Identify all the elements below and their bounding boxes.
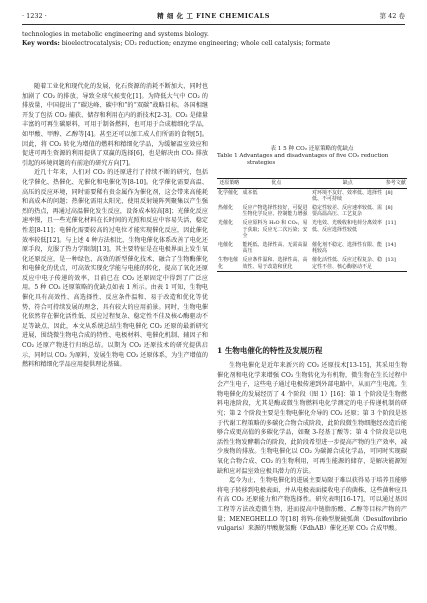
table-cell: [13]: [385, 256, 407, 272]
table-header-cell: 缺点: [311, 179, 385, 189]
page-number: · 1232 ·: [22, 12, 47, 20]
keywords-text: bioelectrocatalysis; CO₂ reduction; enzyme engineering; whole cell catalysis; formate: [61, 40, 331, 47]
section-paragraph-1: 生物电催化是近年来新兴的 CO₂ 还原技术[13-15]，其采用生物催化剂和电化学来增强 CO₂ 生物转化为有机物，微生物在生长过程中会产生电子，这些电子通过电极传递到外部电路中，从而产生电流。生物电催化的发展经历了 4 个阶段（图 1）[16]：第 1 个阶段是生物燃料电池阶段，尤其是酶或微生物燃料电化学测定的电子传递机制的研究；第 2 个阶段主要是生物电催化介导的 CO₂ 还原；第 3 个阶段是基于代谢工程策略的多碳化合物合成阶段，此阶段微生物细胞经改造后能够合成更高值的多碳化学品，如聚 3-羟基丁酸等；第 4 个阶段是以电活性生物发酵耦合的阶段，此阶段希望进一步提高产物的生产效率，减少废物的排放。生物电催化以 CO₂ 为碳源合成化学品，可同时实现碳氧化合物合成、CO₂ 的生物利用，可再生能源的储存，是解决能源短缺和应对温室效应极具潜力的方法。: [217, 362, 407, 475]
table-cell: 催化剂不稳定、选择性有限、能耗较高: [311, 241, 382, 255]
table-header-cell: 还原策略: [217, 179, 242, 189]
table-cell: [8]: [385, 189, 393, 196]
strategy-table: [217, 178, 407, 272]
intro-paragraph-2: 近几十年来，人们对 CO₂ 的还原进行了持续不断的研究，包括化学催化、热催化、光催化和电催化等[8-10]。化学催化需要高温、高压的反应环境，同时需要稀有贵金属作为催化剂，这会带来高能耗和高成本的问题；热催化需用太阳光，使用反射镜阵列聚集以产生强烈的热点，再通过高温催化发生反应，设备成本较高[8]；光催化反应速率慢，且一些光催化材料在长时间的光照和反应中容易失活，稳定性差[8-11]；电催化需要较高的过电位才能实现催化反应，因此催化效率较低[12]。与上述 4 种方法相比，生物电催化体系改善了电化还原手段，克服了热力学限制[13]，其主要特征是在电极界面上发生氧化还原反应，是一种绿色、高效的新型催化技术，融合了生物酶催化和电催化的优点，可高效实现化学能与电能的转化，提高了氧化还原反应中电子传递的效率，目前已在 CO₂ 还原固定中得到了广泛应用。5 种 CO₂ 还原策略的优缺点如表 1 所示。由表 1 可知，生物电催化具有高效性、高选择性、反应条件温和、易于改造和优化等优势，符合可持续发展的理念，具有较大的应用前景。同时，生物电催化依然存在催化活性低、反应过程复杂、稳定性不佳及核心酶驱动不足等缺点，因此，本文从系统总结生物电催化 CO₂ 还原的最新研究进展，围绕微生物电合成的特性、电极材料、电催化机制、辅因子和 CO₂ 还原产物进行归纳总结。以期为 CO₂ 还原技术的研究提供启示，同时以 CO₂ 为原料，发展生物电 CO₂ 还原体系，为生产增值的燃料和精细化学品应用提供理论基础。: [22, 169, 208, 369]
table-cell: 对环境不友好、效率低、选择性低、不可持续: [311, 189, 382, 203]
table-cell: [14]: [385, 241, 396, 248]
table-header-row: [217, 179, 407, 189]
header-rule: [22, 24, 405, 25]
table-row: [217, 204, 407, 219]
left-column: [22, 82, 208, 370]
table-cell: 稳定性较差、反应速率较低、需要高温高压、工艺复杂: [311, 204, 382, 218]
table-row: [217, 256, 407, 272]
table-caption: [217, 146, 407, 167]
abstract-tail: technologies in metabolic engineering and systems biology.: [22, 31, 209, 38]
table-header-cell: 参考文献: [385, 179, 407, 189]
table-cell: 电催化: [218, 241, 234, 248]
table-cell: 成本低: [242, 189, 258, 196]
section-heading: 1 生物电催化的特性及发展历程: [217, 346, 323, 355]
table-cell: 能耗低、选择性高、无需高温高压: [242, 241, 308, 255]
section-paragraph-2: 迄今为止，生物电催化的进展主要局限于难以获得易于培养且能够将电子转移到电极表面，并从电极表面接收电子的菌株，这些菌种应具有高 CO₂ 还原能力和产物选择性。研究表明[16-17]，可以通过基因工程等方法改造微生物，进而提高中链脂肪酸、乙醇等目标产物的产量；MENEGHELLO 等[18] 将钨-依赖型脱硫弧菌（Desulfovibrio vulgaris）来源的甲酸脱氢酶（FdhAB）催化还原 CO₂ 合成甲酸。: [217, 477, 407, 533]
volume-label: 第 42 卷: [379, 12, 405, 20]
table-row: [217, 219, 407, 241]
table-cell: 反应原料为 H₂O 和 CO₂，易于获取；反应无二次污染；安全: [242, 219, 308, 240]
table-row: [217, 241, 407, 256]
table-cell: 生物电催化: [217, 256, 242, 272]
table-cell: 反应产物选择性较好，可促进生物化学反应、控制能力增强: [242, 204, 308, 218]
table-cell: 光电效、光吸收和电荷分离效率低、反应选择性较低: [311, 219, 382, 233]
table-cell: 催化活性低、反应过程复杂、稳定性不佳、核心酶驱动不足: [311, 256, 385, 272]
journal-name: 精 细 化 工 FINE CHEMICALS: [157, 12, 270, 20]
table-cell: 反应条件温和、选择性高、高效性、易于改造和优化: [242, 256, 311, 272]
table-cell: 光催化: [218, 219, 234, 226]
table-cell: [8]: [385, 204, 393, 211]
table-cell: [11]: [385, 219, 396, 226]
table-header-cell: 优点: [242, 179, 311, 189]
table-row: [217, 188, 407, 204]
table-cell: 化学催化: [218, 189, 239, 196]
table-title-cn: 表 1 5 种 CO₂ 还原策略的优缺点: [270, 146, 354, 152]
right-column: [217, 361, 407, 534]
table-title-en: Table 1 Advantages and disadvantages of five CO₂ reduction strategies: [217, 153, 389, 166]
table-cell: 热催化: [218, 204, 234, 211]
intro-paragraph-1: 随着工业化和现代化的发展，化石资源的消耗不断加大，同时也加剧了 CO₂ 的排放，导致全球气候变化[1]。为降低大气中 CO₂ 的排放量，中国提出了“碳达峰、碳中和”的“双碳”战略目标。各国相继开发了包括 CO₂ 捕获、储存和利用在内的新技术[2-3]。CO₂ 是储量丰富的可再生碳原料，可用于制备燃料，也可用于合成精细化学品，如甲酸、甲醇、乙醇等[4]。甚至还可以加工成人们所需的食物[5]。因此，将 CO₂ 转化为增值的燃料和精细化学品，为缓解温室效应和促进可再生资源的利用提供了双赢的选择[6]，也是解决由 CO₂ 排放引起的环境问题的有前途的研究方向[7]。: [22, 83, 208, 167]
keywords-line: [22, 40, 405, 48]
keywords-label: Key words:: [22, 40, 60, 47]
running-header: [22, 10, 405, 22]
